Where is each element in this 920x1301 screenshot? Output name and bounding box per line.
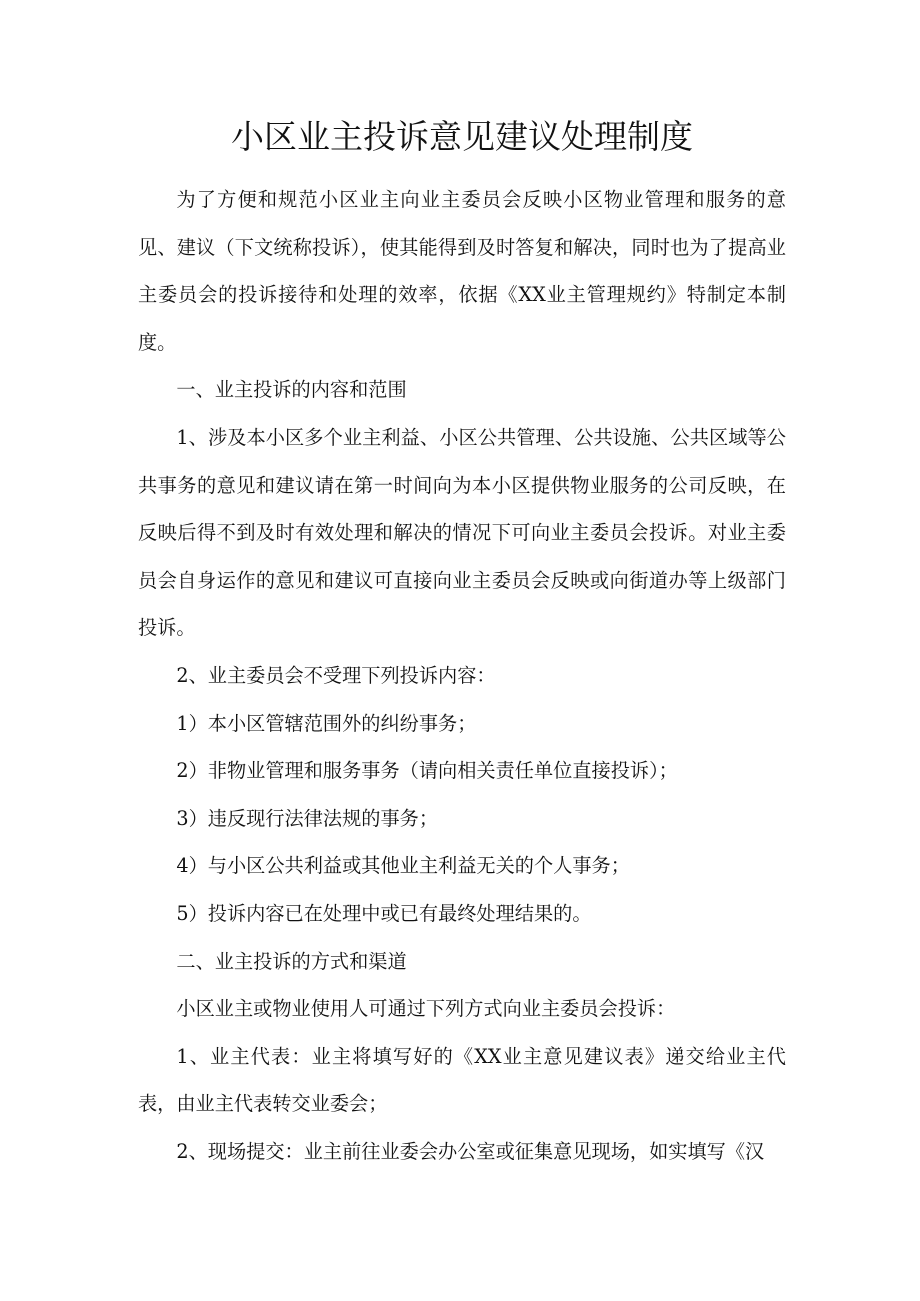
section-heading-1: 一、业主投诉的内容和范围: [176, 378, 407, 402]
list-item-1: 1）本小区管辖范围外的纠纷事务；: [176, 711, 477, 735]
list-item-5: 5）投诉内容已在处理中或已有最终处理结果的。: [176, 901, 592, 925]
clause-1-1: 1、涉及本小区多个业主利益、小区公共管理、公共设施、公共区域等公共事务的意见和建议请在第一时间向为本小区提供物业服务的公司反映，在反映后得不到及时有效处理和解决的情况下可向业主委员会投诉。对业主委员会自身运作的意见和建议可直接向业主委员会反映或向街道办等上级部门投诉。: [138, 425, 786, 640]
list-item-4: 4）与小区公共利益或其他业主利益无关的个人事务；: [176, 854, 630, 878]
section-2-intro: 小区业主或物业使用人可通过下列方式向业主委员会投诉：: [176, 997, 676, 1021]
clause-2-2: 2、现场提交：业主前往业委会办公室或征集意见现场，如实填写《汉: [176, 1139, 765, 1163]
document-title: 小区业主投诉意见建议处理制度: [231, 117, 693, 156]
clause-2-1: 1、业主代表：业主将填写好的《XX业主意见建议表》递交给业主代表，由业主代表转交业委会；: [138, 1044, 786, 1116]
list-item-2: 2）非物业管理和服务事务（请向相关责任单位直接投诉）；: [176, 759, 678, 783]
list-item-3: 3）违反现行法律法规的事务；: [176, 806, 439, 830]
clause-1-2: 2、业主委员会不受理下列投诉内容：: [176, 663, 496, 687]
section-heading-2: 二、业主投诉的方式和渠道: [176, 949, 407, 973]
intro-paragraph: 为了方便和规范小区业主向业主委员会反映小区物业管理和服务的意见、建议（下文统称投诉），使其能得到及时答复和解决，同时也为了提高业主委员会的投诉接待和处理的效率，依据《XX业主管理规约》特制定本制度。: [138, 188, 786, 354]
